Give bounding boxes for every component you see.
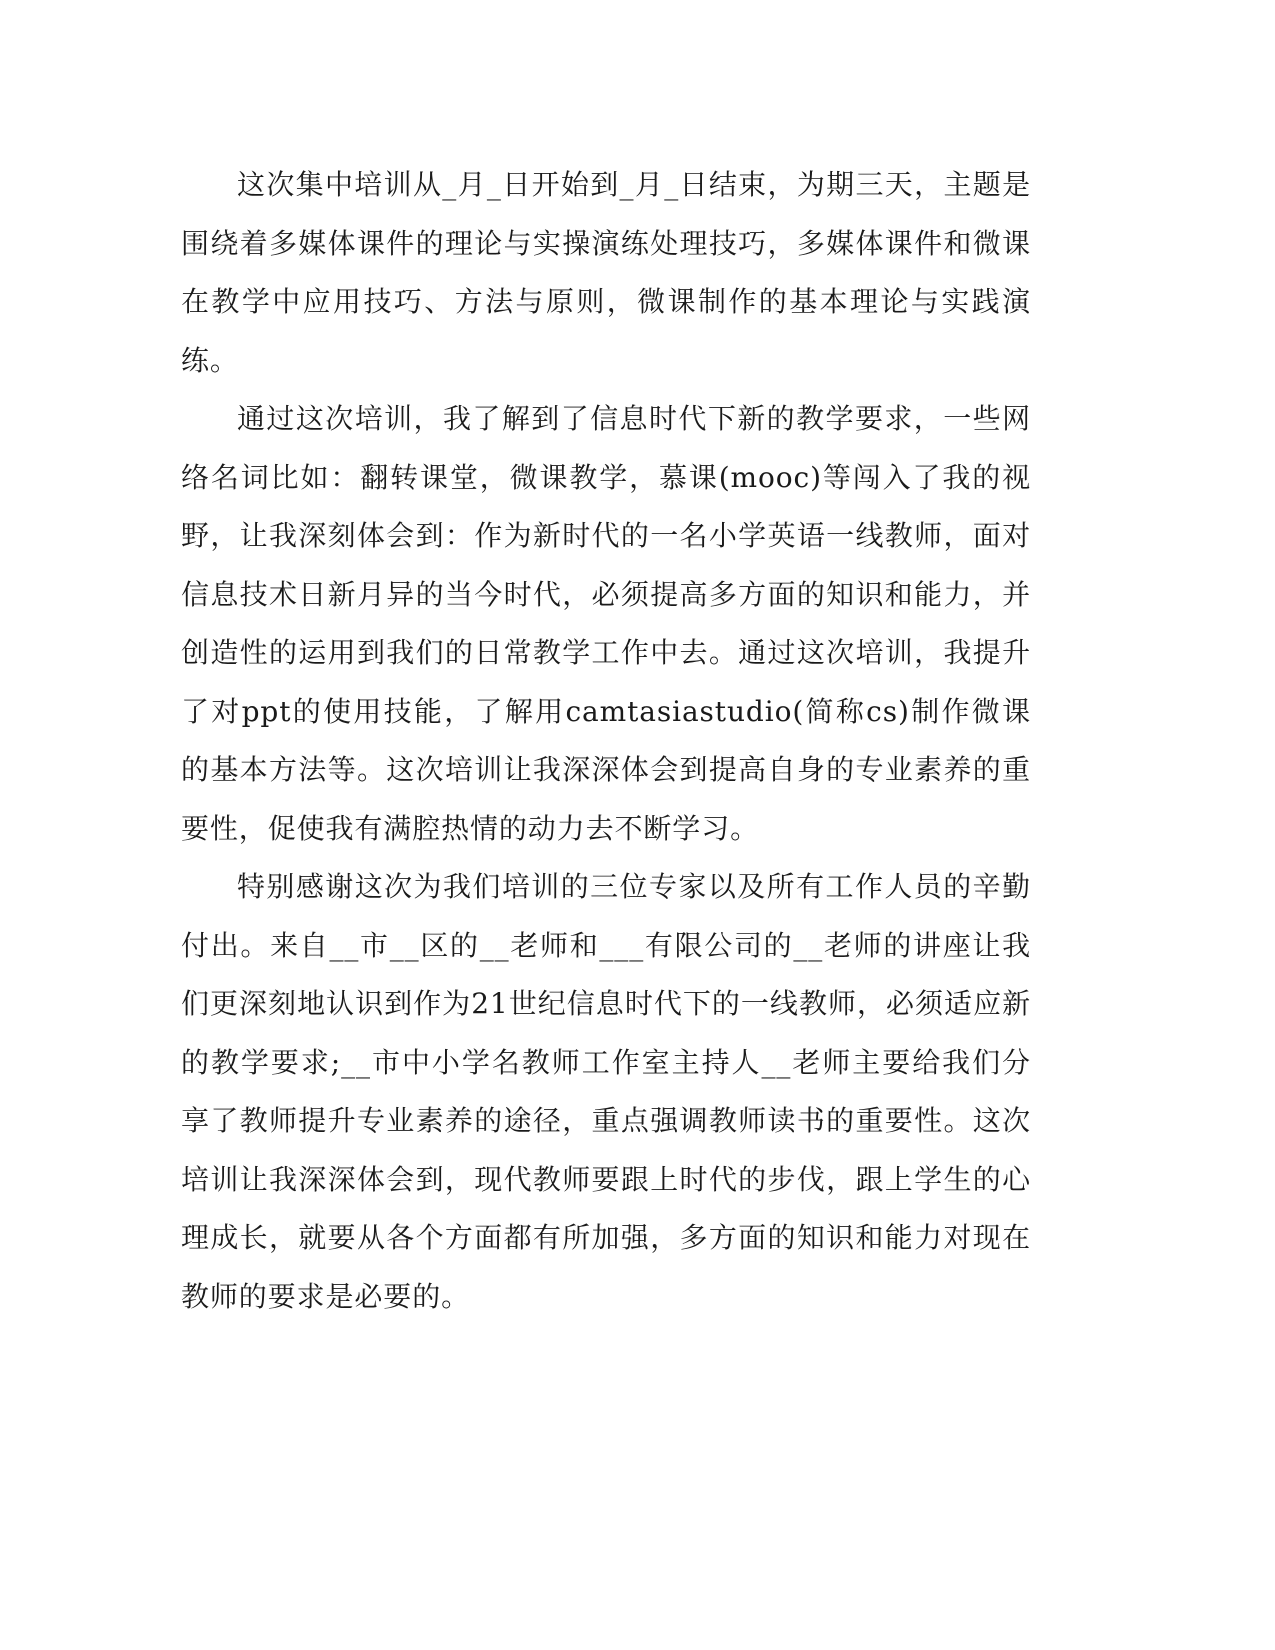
document-body [181, 156, 1031, 1326]
paragraph-training-gains: 通过这次培训，我了解到了信息时代下新的教学要求，一些网络名词比如：翻转课堂，微课教学，慕课(mooc)等闯入了我的视野，让我深刻体会到：作为新时代的一名小学英语一线教师，面对信息技术日新月异的当今时代，必须提高多方面的知识和能力，并创造性的运用到我们的日常教学工作中去。通过这次培训，我提升了对ppt的使用技能，了解用camtasiastudio(简称cs)制作微课的基本方法等。这次培训让我深深体会到提高自身的专业素养的重要性，促使我有满腔热情的动力去不断学习。 [181, 402, 1031, 845]
paragraph-training-overview: 这次集中培训从_月_日开始到_月_日结束，为期三天，主题是围绕着多媒体课件的理论与实操演练处理技巧，多媒体课件和微课在教学中应用技巧、方法与原则，微课制作的基本理论与实践演练。 [181, 168, 1031, 377]
paragraph-acknowledgements: 特别感谢这次为我们培训的三位专家以及所有工作人员的辛勤付出。来自__市__区的__老师和___有限公司的__老师的讲座让我们更深刻地认识到作为21世纪信息时代下的一线教师，必须适应新的教学要求;__市中小学名教师工作室主持人__老师主要给我们分享了教师提升专业素养的途径，重点强调教师读书的重要性。这次培训让我深深体会到，现代教师要跟上时代的步伐，跟上学生的心理成长，就要从各个方面都有所加强，多方面的知识和能力对现在教师的要求是必要的。 [181, 870, 1031, 1313]
